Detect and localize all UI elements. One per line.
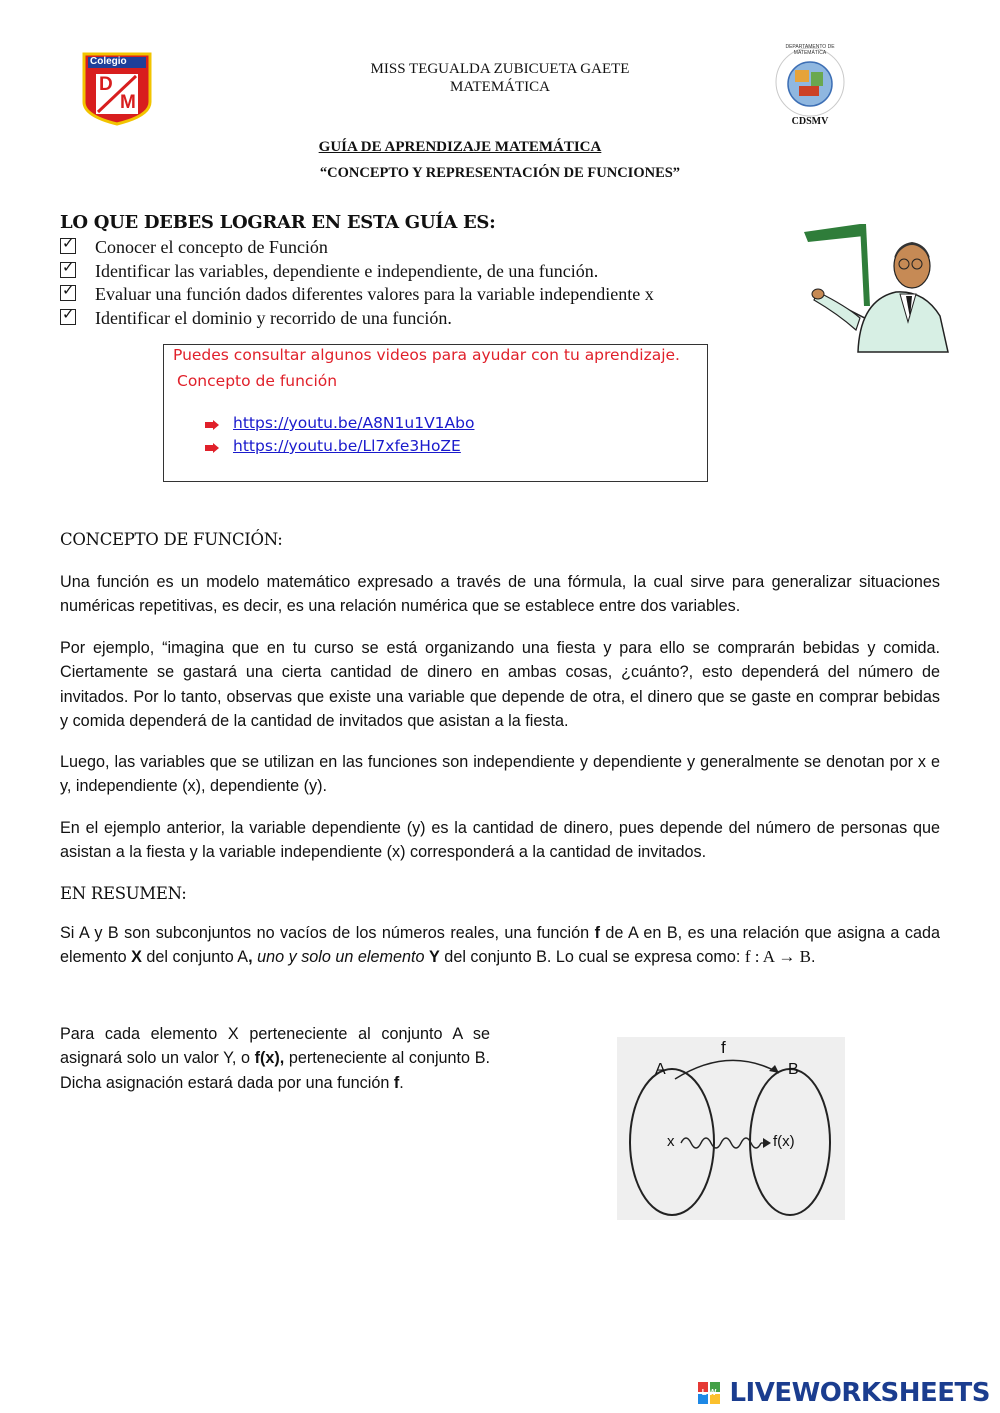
summary-bold-x: X: [131, 948, 142, 967]
checkbox-checked-icon: [60, 309, 76, 325]
diagram-label-a: A: [655, 1061, 666, 1078]
mapping-wave-arrowhead: [763, 1138, 771, 1148]
department-logo-label: CDSMV: [791, 116, 829, 127]
objective-item: [60, 236, 654, 260]
objective-item: [60, 260, 654, 284]
summary-text: Si A y B son subconjuntos no vacíos de los números reales, una función: [60, 924, 595, 942]
checkbox-checked-icon: [60, 238, 76, 254]
video-link-1[interactable]: https://youtu.be/A8N1u1V1Abo: [233, 414, 475, 432]
summary-paragraph-1: [60, 921, 940, 970]
summary-bold-comma: ,: [248, 948, 253, 967]
checkbox-checked-icon: [60, 262, 76, 278]
school-logo-top-text: Colegio: [90, 56, 127, 67]
summary-paragraph-2: [60, 1022, 490, 1095]
school-logo: [82, 52, 152, 126]
summary-bold-f: f: [393, 1073, 400, 1092]
objective-text: Identificar las variables, dependiente e independiente, de una función.: [95, 260, 599, 281]
videos-topic: Concepto de función: [177, 372, 338, 390]
topic-title: “CONCEPTO Y REPRESENTACIÓN DE FUNCIONES”: [319, 165, 681, 181]
teacher-illustration: [800, 222, 950, 354]
concept-heading: CONCEPTO DE FUNCIÓN:: [60, 530, 283, 549]
summary-bold-f: f: [594, 924, 600, 942]
arrow-bullet-icon: [205, 443, 219, 453]
concept-paragraph-3: Luego, las variables que se utilizan en las funciones son independiente y dependiente y generalmente se denotan por x e y, independiente (x), dependiente (y).: [60, 753, 940, 796]
guide-title: GUÍA DE APRENDIZAJE MATEMÁTICA: [318, 139, 602, 155]
liveworksheets-mini-logo: [698, 1382, 720, 1404]
summary-text: del conjunto A: [141, 948, 249, 967]
function-mapping-diagram: [617, 1037, 845, 1220]
summary-text: Para cada elemento X perteneciente al conjunto A se asignará solo un valor Y, o: [60, 1025, 490, 1068]
summary-text: .: [810, 948, 816, 967]
objective-item: [60, 283, 654, 307]
function-formula: f : A → B: [744, 947, 811, 967]
arrow-bullet-icon: [205, 420, 219, 430]
summary-text: del conjunto B. Lo cual se expresa como:: [439, 948, 745, 967]
school-logo-letter-d: D: [99, 74, 113, 95]
department-logo: [765, 42, 855, 130]
objective-item: [60, 307, 654, 331]
mapping-wave: [681, 1138, 761, 1148]
diagram-label-f: f: [721, 1038, 726, 1057]
department-logo-ring-text: DEPARTAMENTO DE MATEMÁTICA: [785, 44, 835, 56]
school-logo-letter-m: M: [120, 92, 136, 113]
liveworksheets-brand: LIVEWORKSHEETS: [729, 1378, 990, 1408]
summary-text: de A en B, es una relación que asigna a cada elemento: [60, 924, 940, 967]
video-link-2[interactable]: https://youtu.be/Ll7xfe3HoZE: [233, 437, 461, 455]
diagram-label-b: B: [788, 1061, 799, 1078]
concept-paragraph-4: En el ejemplo anterior, la variable dependiente (y) es la cantidad de dinero, pues depende del número de personas que asistan a la fiesta y la variable independiente (x) corresponderá a la cantidad de invitados.: [60, 819, 940, 862]
objectives-heading: LO QUE DEBES LOGRAR EN ESTA GUÍA ES:: [60, 212, 496, 233]
summary-bold-fx: f(x),: [254, 1049, 285, 1068]
concept-paragraph-2: Por ejemplo, “imagina que en tu curso se está organizando una fiesta y para ello se comprarán bebidas y comida. Ciertamente se gastará una cierta cantidad de dinero en ambas cosas, ¿cuánto?, esto dependerá del número de invitados. Por lo tanto, observas que existe una variable que depende de otra, el dinero que se gaste en comprar bebidas y comida dependerá de la cantidad de invitados que asistan a la fiesta.: [60, 639, 940, 730]
checkbox-checked-icon: [60, 285, 76, 301]
videos-box: [163, 344, 708, 482]
summary-bold-y: Y: [429, 948, 440, 967]
concept-paragraph-1: Una función es un modelo matemático expresado a través de una fórmula, la cual sirve para generalizar situaciones numéricas repetitivas, es decir, es una relación numérica que se establece entre dos variables.: [60, 573, 940, 616]
objectives-list: [60, 236, 654, 330]
teacher-name: MISS TEGUALDA ZUBICUETA GAETE: [370, 61, 630, 77]
summary-text: .: [399, 1073, 404, 1092]
diagram-label-x: x: [667, 1133, 675, 1150]
objective-text: Identificar el dominio y recorrido de una función.: [95, 307, 452, 328]
subject-name: MATEMÁTICA: [450, 79, 550, 95]
objective-text: Conocer el concepto de Función: [95, 237, 328, 257]
summary-text: perteneciente al conjunto B. Dicha asignación estará dada por una función: [60, 1049, 490, 1092]
liveworksheets-mini-logo-text: L W: [701, 1388, 717, 1397]
summary-heading: EN RESUMEN:: [60, 884, 187, 903]
videos-intro: Puedes consultar algunos videos para ayudar con tu aprendizaje.: [173, 346, 680, 364]
summary-italic: uno y solo un elemento: [252, 948, 425, 967]
diagram-label-fx: f(x): [773, 1133, 795, 1150]
objective-text: Evaluar una función dados diferentes valores para la variable independiente x: [95, 284, 654, 304]
